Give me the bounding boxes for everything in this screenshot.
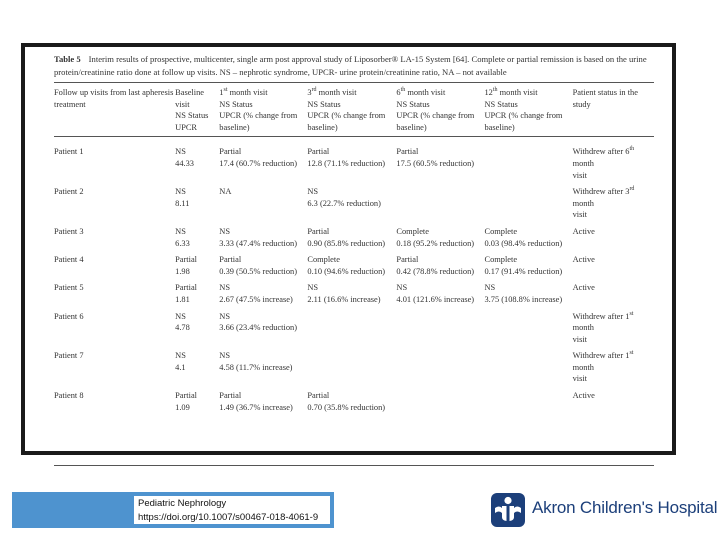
- table-cell: [573, 277, 654, 305]
- cell-text: 3.66 (23.4% reduction): [219, 323, 297, 333]
- header-text: baseline): [484, 122, 515, 132]
- table-row: [54, 385, 654, 466]
- header-text: Follow up visits from last apheresis: [54, 88, 174, 97]
- cell-text: Active: [572, 283, 595, 293]
- cell-text: 2.11 (16.6% increase): [307, 294, 381, 304]
- cell-text: Partial: [307, 391, 330, 401]
- cell-text: Partial: [219, 391, 242, 401]
- cell-text: 12.8 (71.1% reduction): [307, 158, 386, 168]
- cell-text: Withdrew after 1st month: [572, 310, 634, 333]
- column-header: [484, 83, 572, 137]
- header-text: UPCR (% change from: [219, 111, 298, 121]
- cell-text: 0.18 (95.2% reduction): [396, 238, 475, 248]
- column-header: [219, 83, 307, 137]
- cell-text: Partial: [175, 255, 198, 265]
- table-cell: [175, 306, 219, 346]
- cell-text: Partial: [307, 147, 330, 157]
- cell-text: 1.98: [175, 266, 190, 276]
- journal-name: Pediatric Nephrology: [138, 498, 227, 509]
- table-cell: [219, 277, 307, 305]
- cell-text: NS: [484, 283, 496, 293]
- table-cell: [484, 221, 572, 249]
- cell-text: Complete: [396, 226, 429, 236]
- cell-text: 44.33: [175, 158, 194, 168]
- cell-text: 4.78: [175, 323, 190, 333]
- cell-text: NS: [219, 311, 231, 321]
- table-cell: [54, 385, 175, 466]
- table-cell: [54, 277, 175, 305]
- cell-text: Patient 4: [54, 255, 84, 265]
- table-cell: [54, 221, 175, 249]
- cell-text: Withdrew after 6th month: [572, 146, 635, 168]
- cell-text: visit: [572, 334, 587, 344]
- table-cell: [219, 345, 307, 385]
- cell-text: NS: [175, 187, 186, 197]
- table-cell: [396, 277, 484, 305]
- table-cell: [396, 385, 484, 466]
- cell-text: NS: [307, 283, 319, 293]
- table-cell: [175, 181, 219, 221]
- table-caption: [54, 53, 654, 83]
- table-cell: [54, 181, 175, 221]
- table-row: [54, 181, 654, 221]
- cell-text: 0.03 (98.4% reduction): [484, 238, 563, 248]
- table-cell: [175, 221, 219, 249]
- cell-text: 3.33 (47.4% reduction): [219, 238, 297, 248]
- cell-text: NS: [175, 147, 186, 157]
- table-cell: [219, 385, 307, 466]
- table-cell: [175, 277, 219, 305]
- table-cell: [573, 181, 654, 221]
- cell-text: 0.90 (85.8% reduction): [307, 238, 386, 248]
- cell-text: Partial: [396, 147, 419, 157]
- column-header: [396, 83, 484, 137]
- header-text: baseline): [219, 122, 250, 132]
- cell-text: NS: [219, 351, 231, 361]
- cell-text: 6.3 (22.7% reduction): [307, 198, 381, 208]
- table-cell: [307, 181, 396, 221]
- header-text: UPCR: [175, 122, 198, 132]
- cell-text: 1.49 (36.7% increase): [219, 402, 293, 412]
- table-row: [54, 345, 654, 385]
- cell-text: visit: [572, 170, 587, 180]
- table-cell: [484, 181, 572, 221]
- cell-text: Partial: [396, 255, 419, 265]
- table-cell: [307, 249, 396, 277]
- column-header: [573, 83, 654, 137]
- cell-text: 3.75 (108.8% increase): [484, 294, 563, 304]
- footer: [0, 492, 720, 528]
- table-cell: [54, 345, 175, 385]
- header-text: UPCR (% change from: [307, 111, 386, 121]
- cell-text: 0.70 (35.8% reduction): [307, 402, 386, 412]
- table-cell: [484, 249, 572, 277]
- cell-text: NS: [396, 283, 408, 293]
- table-row: [54, 277, 654, 305]
- cell-text: NS: [219, 226, 231, 236]
- caption-text: Interim results of prospective, multicenter, single arm post approval study of Liposorber® LA-15 System [64]. Complete or partial remission is based on the urine protein/creatinine ratio done at follow up visits. NS – nephrotic syndrome, UPCR- urine protein/creatinine ratio, NA – not available: [54, 54, 647, 77]
- cell-text: 1.81: [175, 294, 190, 304]
- table-cell: [396, 137, 484, 181]
- table-label: Table 5: [54, 54, 81, 64]
- table-row: [54, 137, 654, 181]
- table-cell: [307, 345, 396, 385]
- header-text: UPCR (% change from: [484, 111, 563, 121]
- cell-text: 0.39 (50.5% reduction): [219, 266, 297, 276]
- table-cell: [175, 385, 219, 466]
- cell-text: Complete: [484, 226, 518, 236]
- column-header: [175, 83, 219, 137]
- header-text: Baseline visit: [175, 88, 204, 109]
- table-cell: [396, 306, 484, 346]
- table-cell: [54, 249, 175, 277]
- cell-text: 4.1: [175, 362, 186, 372]
- cell-text: 17.5 (60.5% reduction): [396, 158, 475, 168]
- header-text: Patient status in the study: [572, 88, 638, 109]
- header-text: 3rd month visit: [307, 87, 357, 97]
- table-cell: [219, 181, 307, 221]
- cell-text: 4.58 (11.7% increase): [219, 362, 293, 372]
- hospital-logo-icon: [491, 493, 525, 527]
- table-cell: [307, 221, 396, 249]
- header-text: NS Status: [307, 99, 341, 109]
- table-cell: [573, 221, 654, 249]
- citation-box: [134, 496, 330, 524]
- cell-text: visit: [572, 374, 587, 384]
- cell-text: NS: [307, 187, 319, 197]
- cell-text: 6.33: [175, 238, 190, 248]
- cell-text: Partial: [175, 391, 198, 401]
- header-text: baseline): [396, 122, 427, 132]
- cell-text: NS: [175, 226, 186, 236]
- cell-text: NS: [175, 311, 186, 321]
- table-cell: [396, 249, 484, 277]
- table-body: [54, 137, 654, 466]
- table-cell: [175, 345, 219, 385]
- table-cell: [484, 385, 572, 466]
- table-cell: [219, 306, 307, 346]
- cell-text: Patient 7: [54, 351, 84, 361]
- table-container: [54, 53, 654, 466]
- cell-text: Withdrew after 1st month: [572, 350, 634, 372]
- table-cell: [573, 306, 654, 346]
- cell-text: 1.09: [175, 402, 190, 412]
- header-text: NS Status: [484, 99, 518, 109]
- table-row: [54, 249, 654, 277]
- header-text: 6th month visit: [396, 87, 446, 97]
- cell-text: Patient 1: [54, 147, 84, 157]
- table-cell: [484, 277, 572, 305]
- table-row: [54, 221, 654, 249]
- cell-text: 8.11: [175, 198, 190, 208]
- header-row: [54, 83, 654, 137]
- cell-text: NA: [219, 187, 232, 197]
- column-header: [307, 83, 396, 137]
- table-cell: [54, 306, 175, 346]
- table-cell: [307, 306, 396, 346]
- table-cell: [484, 345, 572, 385]
- cell-text: 0.17 (91.4% reduction): [484, 266, 563, 276]
- cell-text: Partial: [307, 226, 330, 236]
- table-cell: [54, 137, 175, 181]
- table-cell: [484, 137, 572, 181]
- cell-text: Active: [572, 255, 595, 265]
- cell-text: Complete: [307, 255, 340, 265]
- table-cell: [573, 249, 654, 277]
- column-header: [54, 83, 175, 137]
- cell-text: Complete: [484, 255, 518, 265]
- header-text: baseline): [307, 122, 338, 132]
- cell-text: Patient 6: [54, 311, 84, 321]
- cell-text: visit: [572, 210, 587, 220]
- cell-text: NS: [219, 283, 231, 293]
- cell-text: Active: [572, 226, 595, 236]
- table-cell: [396, 181, 484, 221]
- table-cell: [573, 137, 654, 181]
- table-frame: [21, 43, 676, 455]
- table-cell: [396, 345, 484, 385]
- cell-text: 4.01 (121.6% increase): [396, 294, 475, 304]
- table-cell: [219, 221, 307, 249]
- table-cell: [484, 306, 572, 346]
- table-cell: [307, 277, 396, 305]
- header-text: treatment: [54, 99, 86, 109]
- header-text: UPCR (% change from: [396, 111, 475, 121]
- cell-text: 0.42 (78.8% reduction): [396, 266, 475, 276]
- table-row: [54, 306, 654, 346]
- cell-text: Active: [572, 391, 595, 401]
- hospital-name: Akron Children's Hospital: [532, 498, 718, 517]
- cell-text: Withdrew after 3rd month: [572, 186, 635, 208]
- header-text: 12th month visit: [484, 87, 538, 97]
- cell-text: Partial: [219, 255, 242, 265]
- table-cell: [175, 249, 219, 277]
- table-cell: [219, 137, 307, 181]
- table-cell: [307, 137, 396, 181]
- cell-text: Partial: [175, 283, 198, 293]
- table-cell: [219, 249, 307, 277]
- results-table: [54, 83, 654, 466]
- cell-text: Patient 5: [54, 283, 84, 293]
- header-text: NS Status: [175, 111, 209, 121]
- cell-text: Partial: [219, 147, 242, 157]
- table-cell: [307, 385, 396, 466]
- cell-text: Patient 8: [54, 391, 84, 401]
- table-cell: [573, 345, 654, 385]
- cell-text: 0.10 (94.6% reduction): [307, 266, 386, 276]
- header-text: NS Status: [396, 99, 430, 109]
- table-cell: [573, 385, 654, 466]
- header-text: 1st month visit: [219, 87, 268, 97]
- header-text: NS Status: [219, 99, 253, 109]
- table-cell: [396, 221, 484, 249]
- cell-text: NS: [175, 351, 186, 361]
- cell-text: Patient 2: [54, 187, 84, 197]
- cell-text: Patient 3: [54, 226, 84, 236]
- cell-text: 17.4 (60.7% reduction): [219, 158, 297, 168]
- table-cell: [175, 137, 219, 181]
- doi-link[interactable]: https://doi.org/10.1007/s00467-018-4061-9: [138, 512, 319, 523]
- cell-text: 2.67 (47.5% increase): [219, 294, 293, 304]
